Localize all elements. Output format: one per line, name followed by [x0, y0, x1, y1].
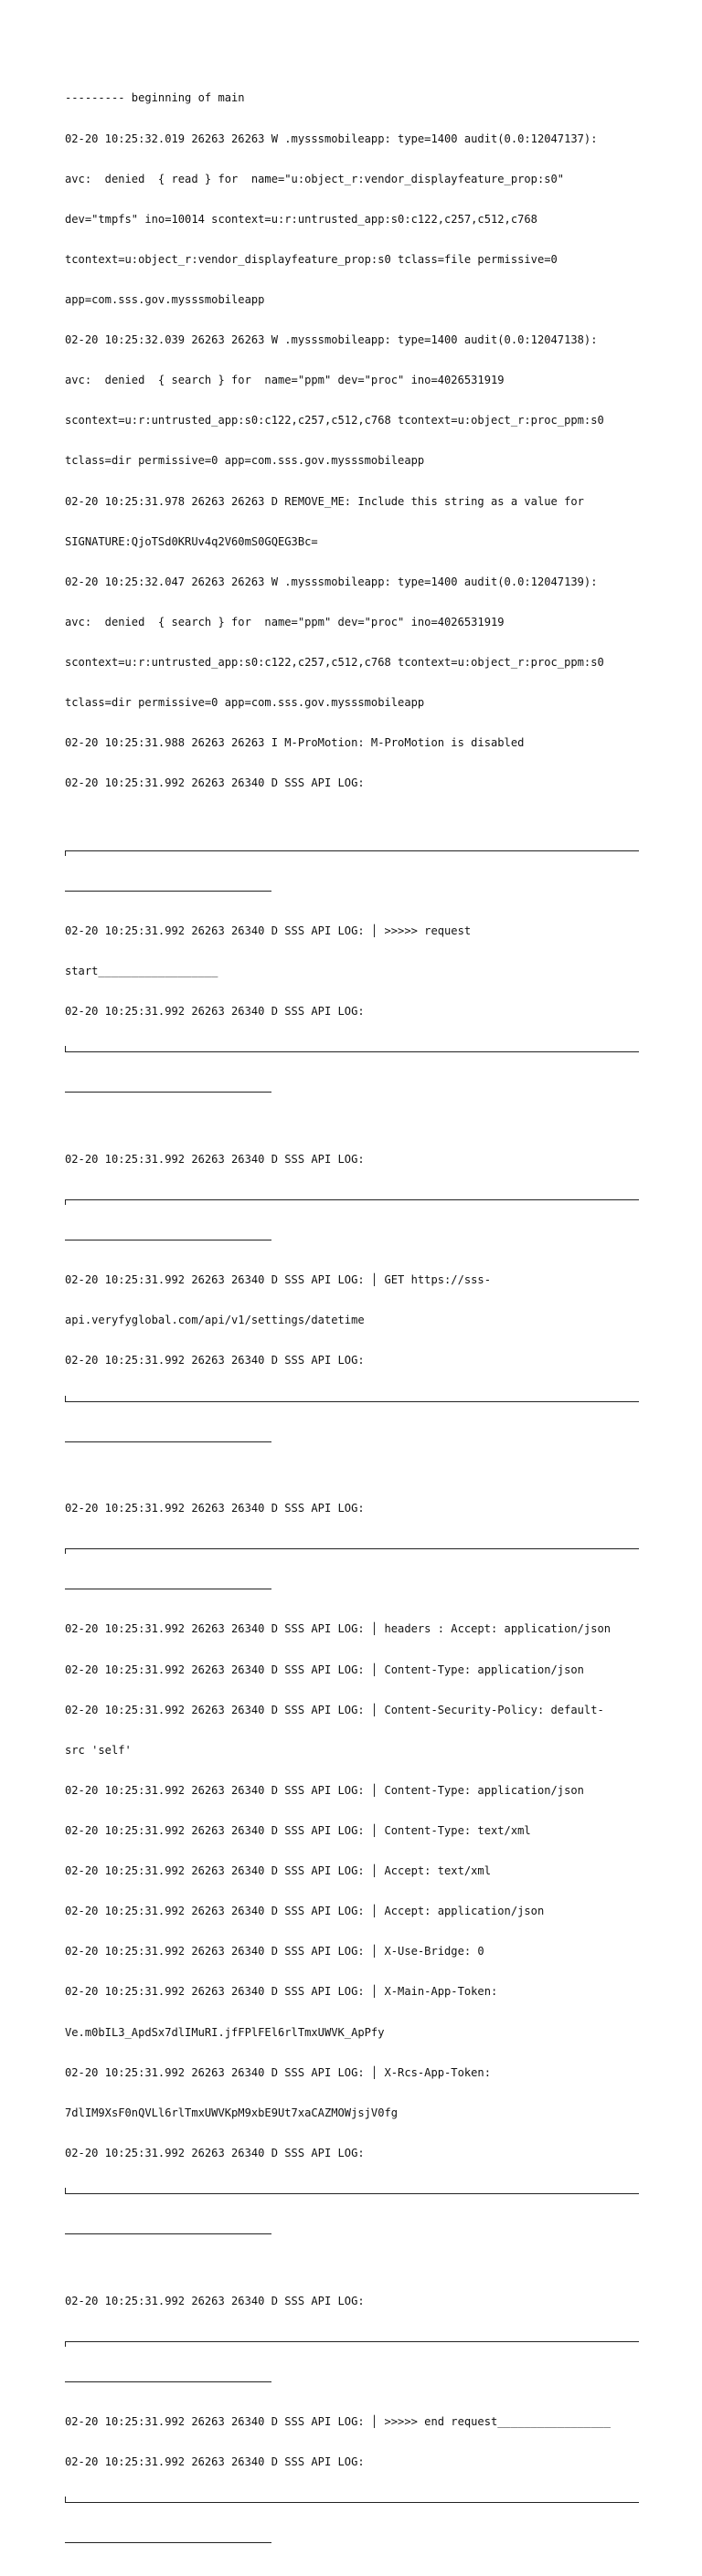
box-top-rule: [65, 844, 639, 858]
log-line: tclass=dir permissive=0 app=com.sss.gov.mysssmobileapp: [65, 696, 425, 710]
log-line: 02-20 10:25:31.992 26263 26340 D SSS API LOG: │ X-Main-App-Token:: [65, 1985, 498, 1999]
log-line: 02-20 10:25:31.992 26263 26340 D SSS API LOG: │ Content-Type: application/json: [65, 1783, 584, 1797]
log-document: [65, 65, 639, 2576]
log-line: start__________________: [65, 965, 218, 978]
log-line: 02-20 10:25:31.992 26263 26340 D SSS API LOG: │ Content-Type: application/json: [65, 1663, 584, 1676]
log-line: Ve.m0bIL3_ApdSx7dlIMuRI.jfFPlFEl6rlTmxUWVK_ApPfy: [65, 2025, 385, 2039]
log-line: 02-20 10:25:31.992 26263 26340 D SSS API LOG:: [65, 1502, 365, 1515]
log-line: avc: denied { search } for name="ppm" dev="proc" ino=4026531919: [65, 374, 505, 387]
log-line: 7dlIM9XsF0nQVLl6rlTmxUWVKpM9xbE9Ut7xaCAZMOWjsjV0fg: [65, 2106, 399, 2119]
log-line: 02-20 10:25:31.992 26263 26340 D SSS API LOG: │ Content-Type: text/xml: [65, 1823, 531, 1837]
box-rule-tail: [65, 1582, 271, 1596]
log-line: tclass=dir permissive=0 app=com.sss.gov.mysssmobileapp: [65, 454, 425, 468]
log-line: 02-20 10:25:31.992 26263 26340 D SSS API LOG:: [65, 2455, 365, 2468]
box-top-rule: [65, 1193, 639, 1207]
log-text: [65, 65, 639, 2576]
log-line: 02-20 10:25:31.992 26263 26340 D SSS API LOG: │ Accept: text/xml: [65, 1864, 491, 1878]
box-rule-tail: [65, 2375, 271, 2389]
box-bottom-rule: [65, 1045, 639, 1059]
log-line: 02-20 10:25:31.992 26263 26340 D SSS API LOG:: [65, 1152, 365, 1166]
log-line: 02-20 10:25:31.992 26263 26340 D SSS API LOG: │ Accept: application/json: [65, 1905, 545, 1918]
log-line: avc: denied { search } for name="ppm" dev="proc" ino=4026531919: [65, 615, 505, 628]
log-line: api.veryfyglobal.com/api/v1/settings/datetime: [65, 1314, 365, 1327]
log-line: scontext=u:r:untrusted_app:s0:c122,c257,c512,c768 tcontext=u:object_r:proc_ppm:s0: [65, 655, 604, 669]
log-line: 02-20 10:25:31.992 26263 26340 D SSS API LOG: │ X-Rcs-App-Token:: [65, 2065, 491, 2079]
box-bottom-rule: [65, 2496, 639, 2509]
log-line: 02-20 10:25:31.992 26263 26340 D SSS API LOG: │ headers : Accept: application/json: [65, 1622, 612, 1636]
log-line: 02-20 10:25:31.978 26263 26263 D REMOVE_ME: Include this string as a value for: [65, 494, 584, 508]
log-line: 02-20 10:25:32.039 26263 26263 W .mysssmobileapp: type=1400 audit(0.0:12047138):: [65, 333, 598, 347]
log-line: scontext=u:r:untrusted_app:s0:c122,c257,c512,c768 tcontext=u:object_r:proc_ppm:s0: [65, 414, 604, 428]
log-line: 02-20 10:25:31.992 26263 26340 D SSS API LOG: │ X-Use-Bridge: 0: [65, 1945, 484, 1958]
log-line: SIGNATURE:QjoTSd0KRUv4q2V60mS0GQEG3Bc=: [65, 534, 318, 548]
log-line: 02-20 10:25:31.988 26263 26263 I M-ProMotion: M-ProMotion is disabled: [65, 736, 525, 750]
box-top-rule: [65, 2335, 639, 2349]
log-line: 02-20 10:25:31.992 26263 26340 D SSS API LOG: │ GET https://sss-: [65, 1273, 491, 1287]
log-line: 02-20 10:25:32.019 26263 26263 W .mysssmobileapp: type=1400 audit(0.0:12047137):: [65, 132, 598, 145]
box-bottom-rule: [65, 1395, 639, 1409]
box-bottom-rule: [65, 2187, 639, 2201]
box-rule-tail: [65, 2227, 271, 2241]
log-line: 02-20 10:25:31.992 26263 26340 D SSS API LOG:: [65, 2146, 365, 2159]
log-line: src 'self': [65, 1743, 132, 1757]
box-top-rule: [65, 1542, 639, 1556]
log-line: 02-20 10:25:32.047 26263 26263 W .mysssmobileapp: type=1400 audit(0.0:12047139):: [65, 575, 598, 588]
log-line: 02-20 10:25:31.992 26263 26340 D SSS API LOG:: [65, 776, 365, 790]
log-line: 02-20 10:25:31.992 26263 26340 D SSS API LOG: │ >>>>> request: [65, 924, 472, 937]
log-line: avc: denied { read } for name="u:object_r:vendor_displayfeature_prop:s0": [65, 172, 565, 185]
log-line: 02-20 10:25:31.992 26263 26340 D SSS API LOG: │ >>>>> end request_________________: [65, 2414, 612, 2428]
log-line: 02-20 10:25:31.992 26263 26340 D SSS API LOG:: [65, 2294, 365, 2307]
log-line: app=com.sss.gov.mysssmobileapp: [65, 292, 265, 306]
box-rule-tail: [65, 1233, 271, 1247]
log-line: 02-20 10:25:31.992 26263 26340 D SSS API LOG:: [65, 1005, 365, 1019]
log-line: 02-20 10:25:31.992 26263 26340 D SSS API LOG:: [65, 1354, 365, 1367]
log-line: dev="tmpfs" ino=10014 scontext=u:r:untrusted_app:s0:c122,c257,c512,c768: [65, 212, 537, 226]
log-line: tcontext=u:object_r:vendor_displayfeature_prop:s0 tclass=file permissive=0: [65, 252, 558, 266]
box-rule-tail: [65, 884, 271, 898]
log-header: --------- beginning of main: [65, 91, 245, 105]
box-rule-tail: [65, 1435, 271, 1449]
log-line: 02-20 10:25:31.992 26263 26340 D SSS API LOG: │ Content-Security-Policy: default-: [65, 1703, 604, 1716]
box-rule-tail: [65, 2536, 271, 2550]
box-rule-tail: [65, 1085, 271, 1099]
